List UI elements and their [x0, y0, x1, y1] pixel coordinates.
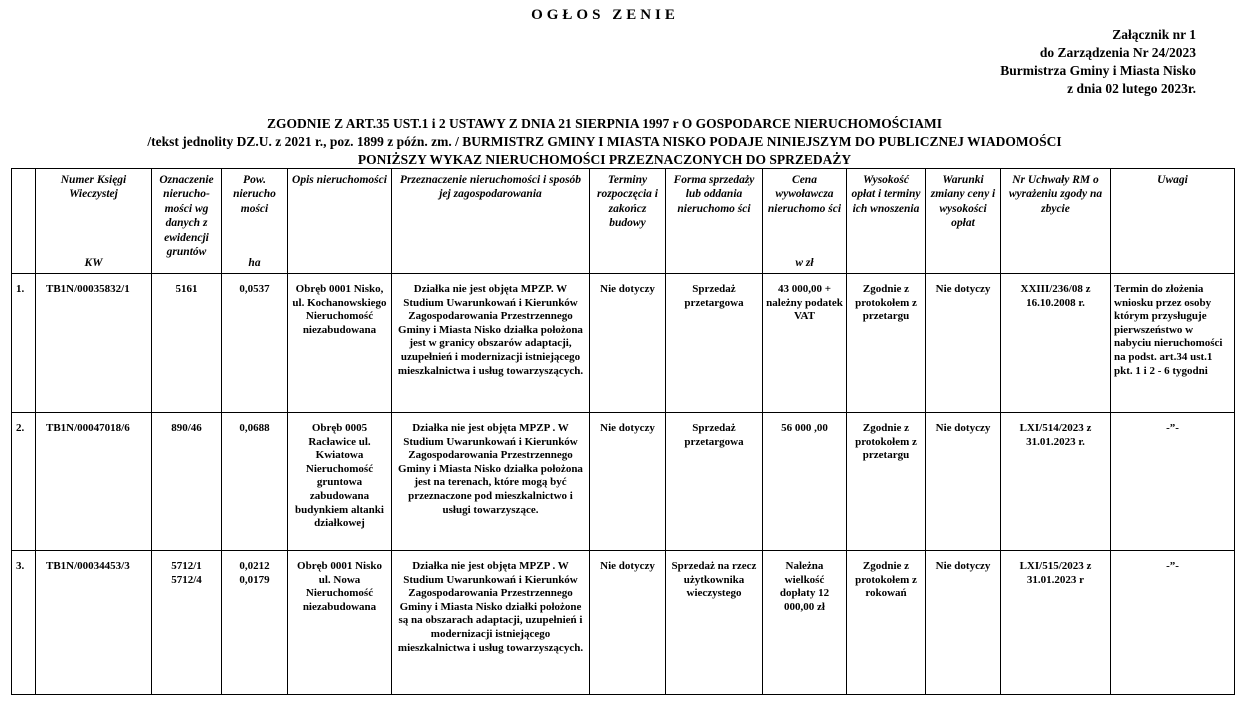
col-header-form: Forma sprzedaży lub oddania nieruchomo ści — [666, 169, 763, 274]
cell-resolution: XXIII/236/08 z 16.10.2008 r. — [1001, 274, 1111, 413]
annex-line-2: do Zarządzenia Nr 24/2023 — [1039, 45, 1196, 60]
table-header-row — [12, 169, 1235, 274]
col-header-description: Opis nieruchomości — [288, 169, 392, 274]
cell-area: 0,0688 — [222, 413, 288, 551]
cell-description: Obręb 0001 Nisko, ul. Kochanowskiego Nieruchomość niezabudowana — [288, 274, 392, 413]
cell-description: Obręb 0001 Nisko ul. Nowa Nieruchomość niezabudowana — [288, 551, 392, 695]
cell-purpose: Działka nie jest objęta MPZP . W Studium Uwarunkowań i Kierunków Zagospodarowania Przestrzennego Gminy i Miasta Nisko działka położona jest na terenach, które mogą być przeznaczone pod mieszkalnictwo i usługi towarzyszące. — [392, 413, 590, 551]
col-header-lp — [12, 169, 36, 274]
col-header-kw-unit: KW — [84, 256, 103, 269]
cell-parcel: 890/46 — [152, 413, 222, 551]
property-list-table — [11, 168, 1235, 695]
table-row — [12, 551, 1235, 695]
col-header-terms: Terminy rozpoczęcia i zakończ budowy — [590, 169, 666, 274]
annex-reference — [1000, 26, 1196, 98]
cell-purpose: Działka nie jest objęta MPZP . W Studium Uwarunkowań i Kierunków Zagospodarowania Przestrzennego Gminy i Miasta Nisko działki położone są na obszarach adaptacji, uzupełnień i modernizacji istniejącego mieszkalnictwa i usług towarzyszących. — [392, 551, 590, 695]
cell-terms: Nie dotyczy — [590, 413, 666, 551]
cell-kw: TB1N/00035832/1 — [36, 274, 152, 413]
cell-fees: Zgodnie z protokołem z przetargu — [847, 413, 926, 551]
col-header-fees: Wysokość opłat i terminy ich wnoszenia — [847, 169, 926, 274]
header-line-3: PONIŻSZY WYKAZ NIERUCHOMOŚCI PRZEZNACZONYCH DO SPRZEDAŻY — [357, 152, 852, 167]
annex-line-4: z dnia 02 lutego 2023r. — [1067, 81, 1196, 96]
cell-resolution: LXI/514/2023 z 31.01.2023 r. — [1001, 413, 1111, 551]
cell-fees: Zgodnie z protokołem z rokowań — [847, 551, 926, 695]
col-header-area-unit: ha — [248, 256, 261, 269]
cell-price: Należna wielkość dopłaty 12 000,00 zł — [763, 551, 847, 695]
cell-conditions: Nie dotyczy — [926, 413, 1001, 551]
cell-form: Sprzedaż przetargowa — [666, 274, 763, 413]
cell-kw: TB1N/00047018/6 — [36, 413, 152, 551]
cell-terms: Nie dotyczy — [590, 551, 666, 695]
cell-purpose: Działka nie jest objęta MPZP. W Studium Uwarunkowań i Kierunków Zagospodarowania Przestrzennego Gminy i Miasta Nisko działka położona jest w granicy obszarów adaptacji, uzupełnień i modernizacji istniejącego mieszkalnictwa i usług towarzyszących. — [392, 274, 590, 413]
cell-description: Obręb 0005 Racławice ul. Kwiatowa Nieruchomość gruntowa zabudowana budynkiem altanki działkowej — [288, 413, 392, 551]
col-header-notes: Uwagi — [1111, 169, 1235, 274]
document-title: OGŁOS ZENIE — [531, 7, 679, 23]
cell-lp: 2. — [12, 413, 36, 551]
col-header-area: Pow. nierucho mości ha — [222, 169, 288, 274]
col-header-price: Cena wywoławcza nieruchomo ści w zł — [763, 169, 847, 274]
annex-line-1: Załącznik nr 1 — [1112, 27, 1196, 42]
col-header-price-unit: w zł — [795, 256, 814, 269]
annex-line-3: Burmistrza Gminy i Miasta Nisko — [1000, 63, 1196, 78]
cell-terms: Nie dotyczy — [590, 274, 666, 413]
col-header-parcel: Oznaczenie nierucho-mości wg danych z ewidencji gruntów — [152, 169, 222, 274]
cell-area: 0,0212 0,0179 — [222, 551, 288, 695]
col-header-resolution: Nr Uchwały RM o wyrażeniu zgody na zbycie — [1001, 169, 1111, 274]
cell-conditions: Nie dotyczy — [926, 551, 1001, 695]
header-line-1: ZGODNIE Z ART.35 UST.1 i 2 USTAWY Z DNIA 21 SIERPNIA 1997 r O GOSPODARCE NIERUCHOMOŚCIAMI — [267, 116, 942, 131]
cell-lp: 3. — [12, 551, 36, 695]
cell-form: Sprzedaż przetargowa — [666, 413, 763, 551]
cell-lp: 1. — [12, 274, 36, 413]
cell-conditions: Nie dotyczy — [926, 274, 1001, 413]
cell-parcel: 5712/1 5712/4 — [152, 551, 222, 695]
col-header-kw: Numer Księgi Wieczystej KW — [36, 169, 152, 274]
table-row — [12, 274, 1235, 413]
header-line-2: /tekst jednolity DZ.U. z 2021 r., poz. 1899 z późn. zm. / BURMISTRZ GMINY I MIASTA NISKO PODAJE NINIEJSZYM DO PUBLICZNEJ WIADOMOŚCI — [147, 134, 1062, 149]
cell-kw: TB1N/00034453/3 — [36, 551, 152, 695]
col-header-purpose: Przeznaczenie nieruchomości i sposób jej zagospodarowania — [392, 169, 590, 274]
cell-form: Sprzedaż na rzecz użytkownika wieczystego — [666, 551, 763, 695]
cell-price: 56 000 ,00 — [763, 413, 847, 551]
cell-parcel: 5161 — [152, 274, 222, 413]
cell-area: 0,0537 — [222, 274, 288, 413]
legal-header — [0, 115, 1209, 169]
cell-price: 43 000,00 + należny podatek VAT — [763, 274, 847, 413]
cell-resolution: LXI/515/2023 z 31.01.2023 r — [1001, 551, 1111, 695]
cell-notes: -”- — [1111, 413, 1235, 551]
cell-notes: -”- — [1111, 551, 1235, 695]
cell-notes: Termin do złożenia wniosku przez osoby którym przysługuje pierwszeństwo w nabyciu nieruchomości na podst. art.34 ust.1 pkt. 1 i 2 - 6 tygodni — [1111, 274, 1235, 413]
table-row — [12, 413, 1235, 551]
col-header-conditions: Warunki zmiany ceny i wysokości opłat — [926, 169, 1001, 274]
cell-fees: Zgodnie z protokołem z przetargu — [847, 274, 926, 413]
